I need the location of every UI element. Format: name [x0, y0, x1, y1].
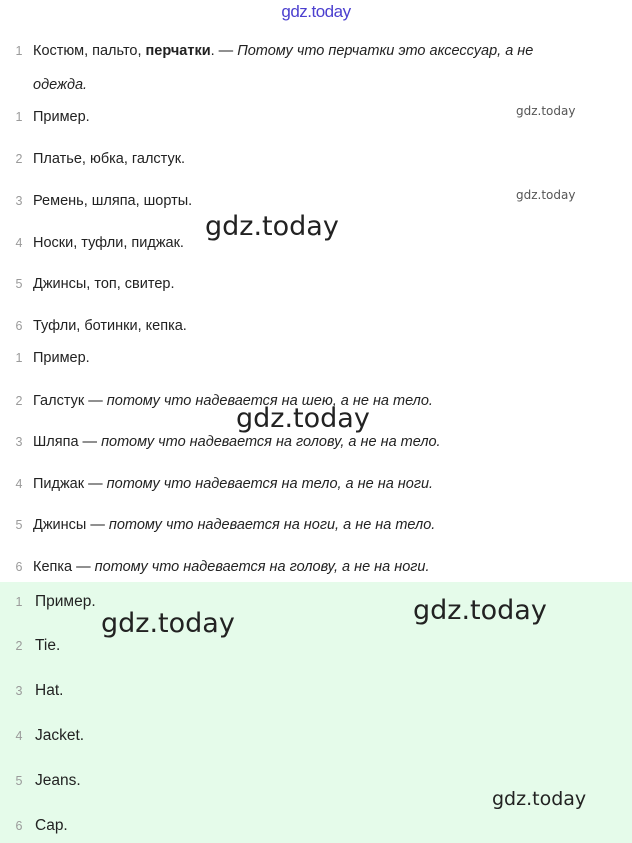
answer-fragment: Ремень, шляпа, шорты. — [33, 193, 193, 209]
line-number: 3 — [15, 435, 23, 449]
site-logo[interactable]: gdz.today — [281, 2, 351, 21]
line-number: 4 — [15, 236, 23, 250]
line-number: 2 — [15, 152, 23, 166]
bold-word: перчатки — [145, 43, 211, 59]
answer-text — [33, 347, 90, 369]
watermark: gdz.today — [236, 403, 370, 434]
answer-fragment: Галстук — — [33, 393, 107, 409]
answer-text — [33, 556, 430, 578]
explanation-text: потому что надевается на голову, а не на тело. — [101, 434, 441, 450]
answer-text: Cap. — [35, 817, 68, 834]
answer-fragment: Туфли, ботинки, кепка. — [33, 318, 187, 334]
line-number: 4 — [15, 477, 23, 491]
answer-text — [33, 431, 441, 453]
line-number: 6 — [15, 319, 23, 333]
answer-fragment: Носки, туфли, пиджак. — [33, 235, 184, 251]
line-number: 2 — [15, 639, 23, 653]
answer-fragment: Джинсы — — [33, 517, 109, 533]
answer-text — [33, 273, 175, 295]
explanation-text: потому что надевается на ноги, а не на тело. — [108, 517, 436, 533]
answer-text: Пример. — [35, 593, 96, 610]
watermark: gdz.today — [413, 595, 547, 626]
line-number: 5 — [15, 774, 23, 788]
answer-fragment: Пример. — [33, 350, 90, 366]
watermark: gdz.today — [205, 211, 339, 242]
answer-text — [33, 473, 433, 495]
answer-text — [33, 106, 90, 128]
answer-fragment: Костюм, пальто, — [33, 43, 146, 59]
line-number: 6 — [15, 819, 23, 833]
answer-text: Jacket. — [35, 727, 85, 744]
answer-text — [33, 148, 185, 170]
line-number: 2 — [15, 394, 23, 408]
answer-text — [33, 40, 533, 62]
watermark: gdz.today — [516, 104, 576, 118]
line-number: 1 — [15, 595, 23, 609]
answer-text: Hat. — [35, 682, 64, 699]
answer-text — [33, 514, 435, 536]
answer-fragment: . — — [210, 43, 238, 59]
line-number: 3 — [15, 684, 23, 698]
answer-fragment: Джинсы, топ, свитер. — [33, 276, 175, 292]
line-number: 5 — [15, 518, 23, 532]
explanation-text: Потому что перчатки это аксессуар, а не — [237, 43, 534, 59]
answer-fragment: Пиджак — — [33, 476, 107, 492]
answer-text: Jeans. — [35, 772, 81, 789]
watermark: gdz.today — [492, 788, 587, 810]
watermark: gdz.today — [101, 608, 235, 639]
line-number: 6 — [15, 560, 23, 574]
answer-text — [33, 190, 192, 212]
explanation-text: потому что надевается на тело, а не на ноги. — [106, 476, 434, 492]
line-number: 1 — [15, 44, 23, 58]
line-number: 1 — [15, 110, 23, 124]
line-number: 1 — [15, 351, 23, 365]
answer-text — [33, 315, 187, 337]
explanation-text: потому что надевается на шею, а не на тело. — [106, 393, 433, 409]
watermark: gdz.today — [516, 188, 576, 202]
answer-text — [33, 390, 433, 412]
line-number: 5 — [15, 277, 23, 291]
answer-text: Tie. — [35, 637, 61, 654]
answer-text — [33, 232, 184, 254]
answer-text — [33, 74, 87, 96]
explanation-text: потому что надевается на голову, а не на ноги. — [94, 559, 430, 575]
answer-fragment: Платье, юбка, галстук. — [33, 151, 186, 167]
answer-fragment: Кепка — — [33, 559, 95, 575]
answer-fragment: Пример. — [33, 109, 90, 125]
explanation-text: одежда. — [33, 77, 88, 93]
answer-fragment: Шляпа — — [33, 434, 102, 450]
line-number: 4 — [15, 729, 23, 743]
line-number: 3 — [15, 194, 23, 208]
